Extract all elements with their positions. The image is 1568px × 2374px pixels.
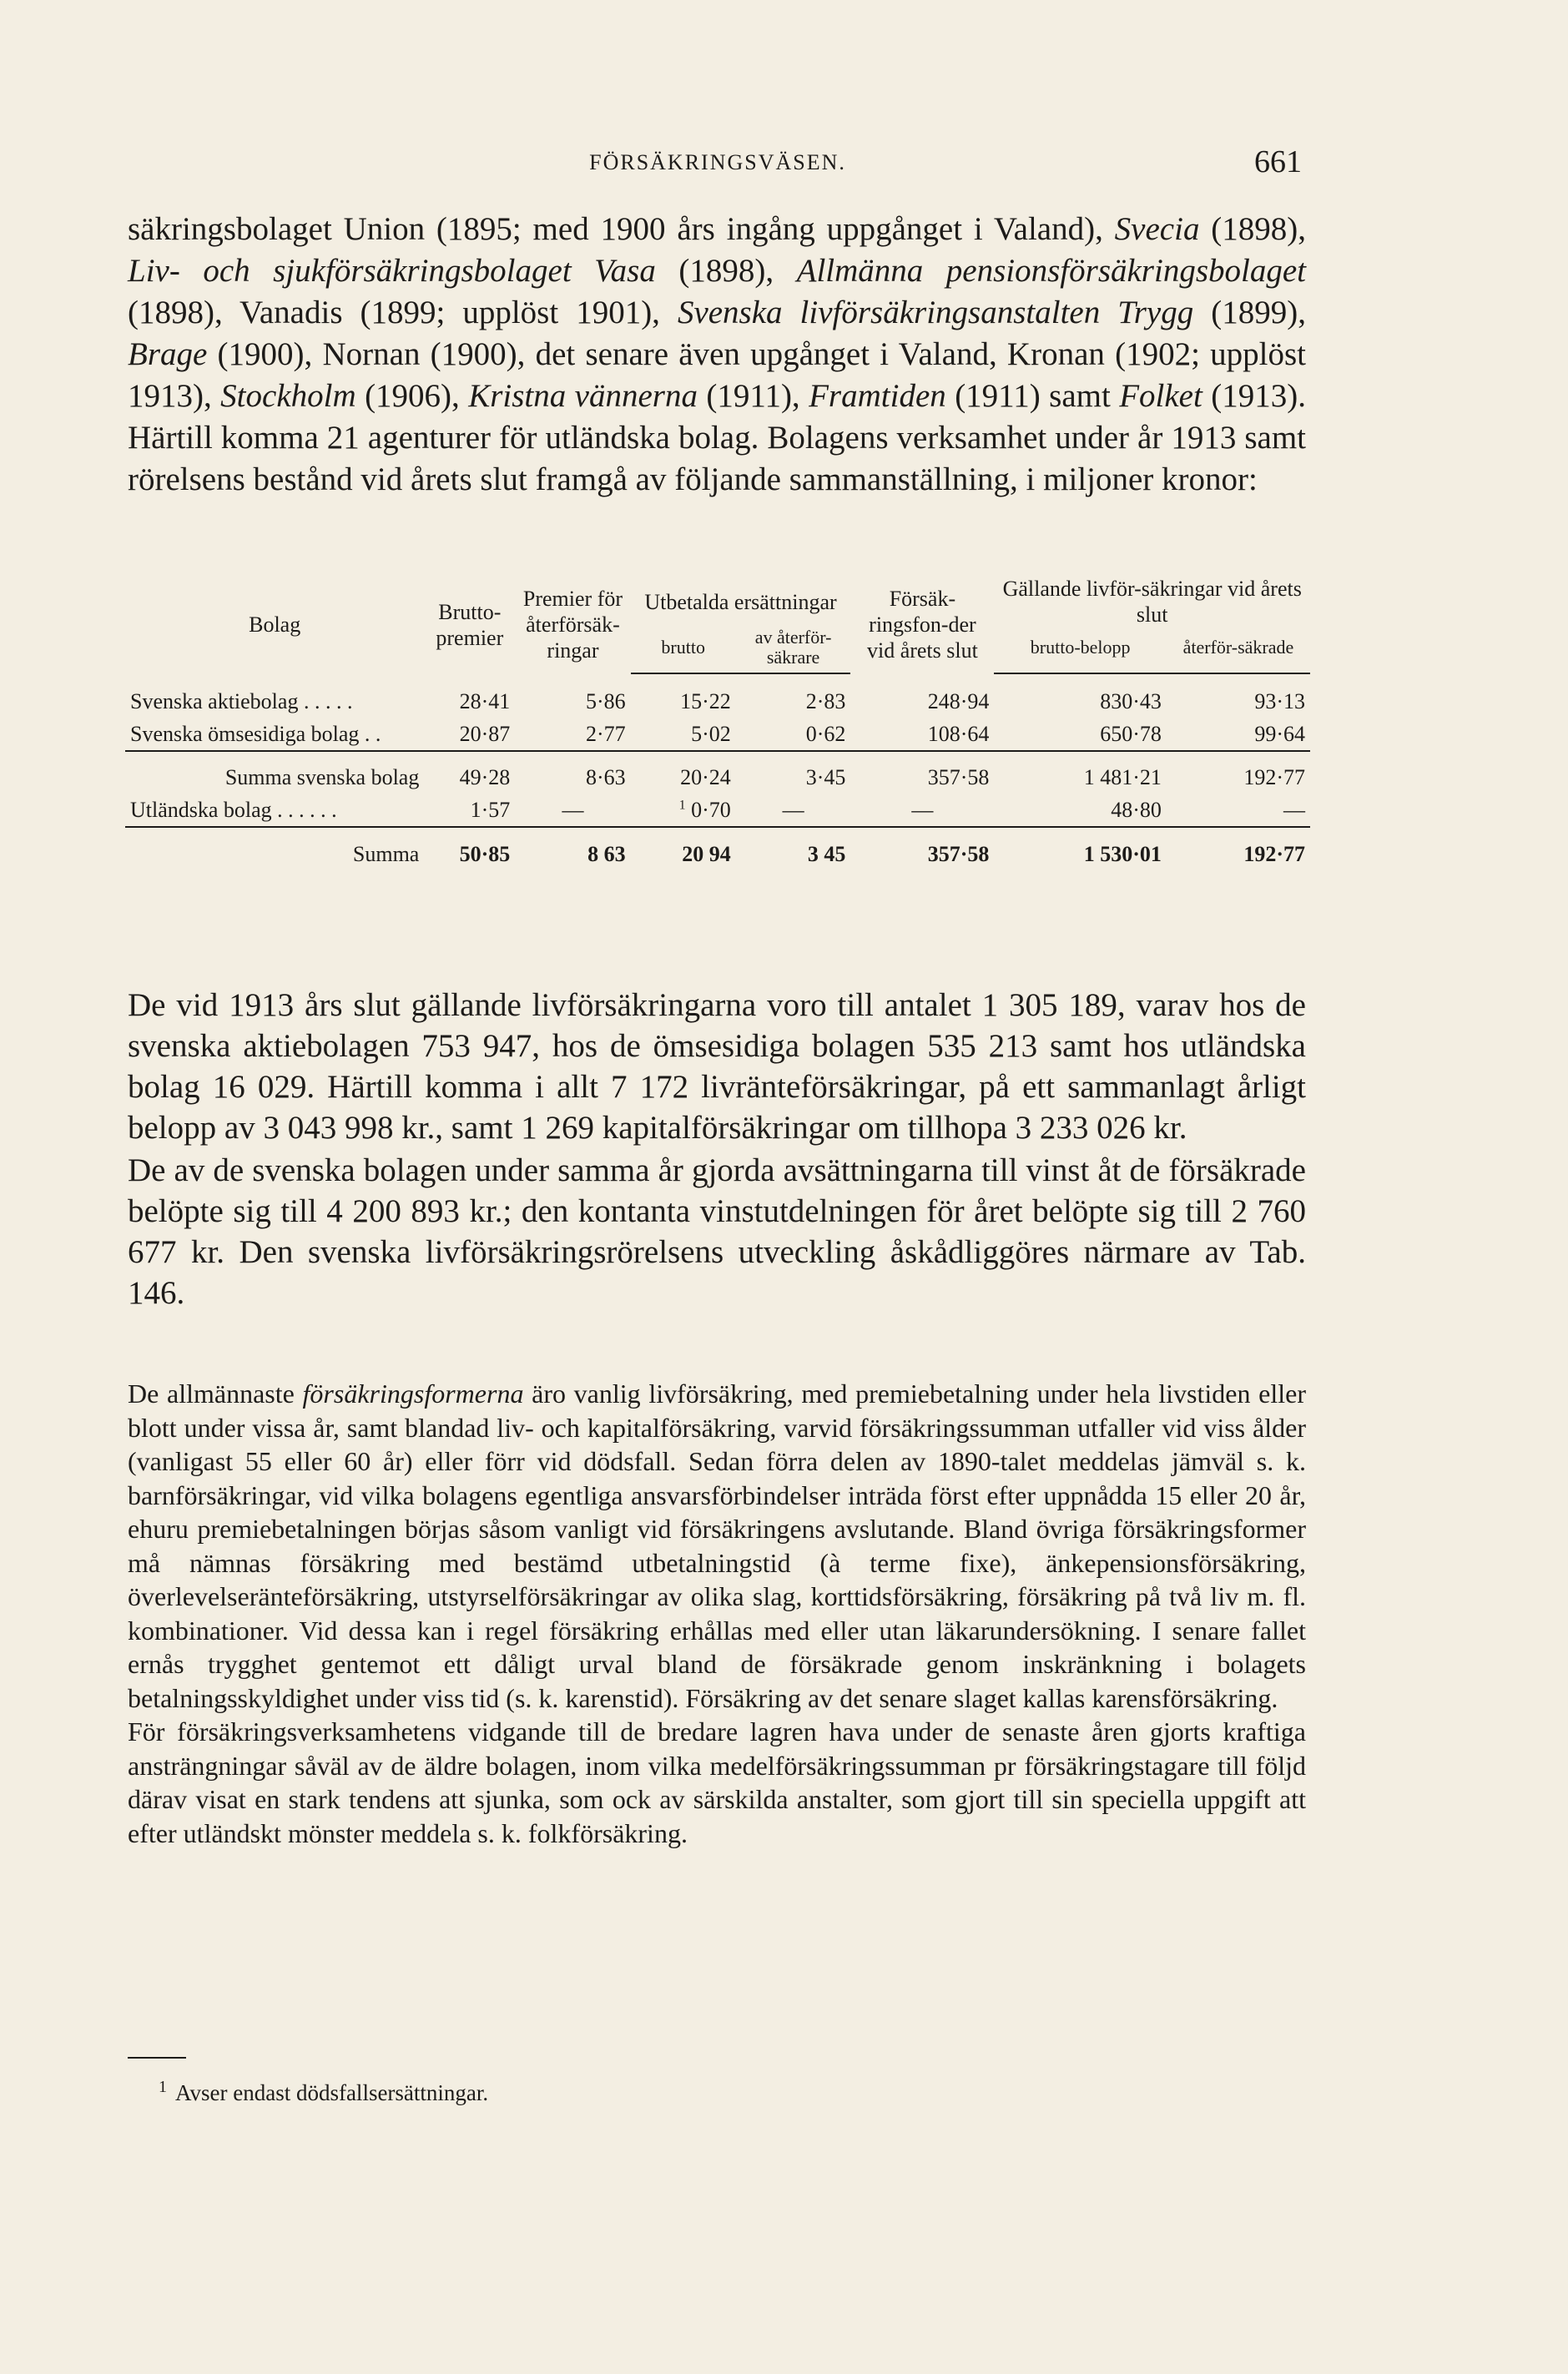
insurance-table: [125, 576, 1310, 870]
table-cell: 1 530·01: [1083, 842, 1162, 866]
table-cell: 0·62: [736, 718, 851, 751]
footnote-reference: 1: [678, 798, 686, 813]
company-name: Brage: [128, 336, 208, 372]
company-name: Framtiden: [809, 378, 946, 414]
table-cell: 8 63: [587, 842, 626, 866]
table-row: [125, 685, 1310, 718]
table-cell: —: [1167, 794, 1310, 827]
footnote-text: Avser endast dödsfallsersättningar.: [175, 2080, 489, 2105]
table-cell: 20 94: [682, 842, 731, 866]
paragraph-rest: äro vanlig livförsäkring, med premiebetalning under hela livstiden eller blott under vissa år, samt blandad liv- och kapitalförsäkring, varvid försäkringssumman utfaller vid viss ålder (vanligast 55 eller 60 år) eller förr vid dödsfall. Sedan förra delen av 1890-talet meddelas jämväl s. k. barnförsäkringar, vid vilka bolagens egentliga ansvarsförbindelser inträda först efter uppnådda 15 eller 20 år, ehuru premiebetalningen börjas såsom vanligt vid försäkringens avslutande. Bland övriga försäkringsformer må nämnas försäkring med bestämd utbetalningstid (à terme fixe), änkepensionsförsäkring, överlevelseränteförsäkring, utstyrselförsäkringar av olika slag, korttidsförsäkring, försäkring på två liv m. fl. kombinationer. Vid dessa kan i regel försäkring erhållas med eller utan läkarundersökning. I senare fallet ernås trygghet gentemot ett dåligt urval bland de försäkrade genom inskränkning i bolagets betalningsskyldighet under viss tid (s. k. karenstid). Försäkring av det senare slaget kallas karensförsäkring.: [128, 1379, 1307, 1713]
table-cell-footnoted: [631, 794, 736, 827]
table-cell: 20·87: [424, 718, 515, 751]
company-name: Svecia: [1114, 211, 1200, 247]
col-header-brutto-premier: Brutto-premier: [436, 599, 504, 650]
forms-paragraphs: [128, 1377, 1306, 1850]
col-header-premier-aterforsakringar: Premier för återförsäk-ringar: [522, 587, 623, 663]
company-name: Allmänna pensionsförsäkringsbolaget: [796, 253, 1306, 289]
text-run: (1900), Nornan (1900), det senare även upgånget i Valand, Kronan (1902; upplöst 1913),: [128, 336, 1306, 414]
table-cell: 48·80: [994, 794, 1166, 827]
table-cell: 5·86: [585, 689, 626, 713]
paragraph: De vid 1913 års slut gällande livförsäkringarna voro till antalet 1 305 189, varav hos de svenska aktiebolagen 753 947, hos de ömsesidiga bolagen 535 213 samt hos utländska bolag 16 029. Härtill komma i allt 7 172 livränteförsäkringar, på ett sammanlagt årligt belopp av 3 043 998 kr., samt 1 269 kapitalförsäkringar om tillhopa 3 233 026 kr.: [128, 987, 1306, 1146]
table-cell: 5·02: [631, 718, 736, 751]
text-run: (1913). Härtill komma 21 agenturer för utländska bolag. Bolagens verksamhet under år 1913 samt rörelsens bestånd vid årets slut framgå av följande sammanställning, i miljoner kronor:: [128, 378, 1306, 497]
paragraph: För försäkringsverksamhetens vidgande till de bredare lagren hava under de senaste åren gjorts kraftiga ansträngningar såväl av de äldre bolagen, inom vilka medelförsäkringssumman pr försäkringstagare till följd därav visat en stark tendens att sjunka, som ock av särskilda anstalter, som gjort till sin speciella uppgift att efter utländskt mönster meddela s. k. folkförsäkring.: [128, 1716, 1306, 1848]
company-name: Liv- och sjukförsäkringsbolaget Vasa: [128, 253, 656, 289]
table-cell: —: [515, 794, 630, 827]
table-cell: 192·77: [1243, 842, 1305, 866]
text-run: (1898), Vanadis (1899; upplöst 1901),: [128, 295, 678, 330]
table-cell: 93·13: [1254, 689, 1305, 713]
statistics-paragraphs: [128, 985, 1306, 1315]
paragraph: [128, 1377, 1306, 1715]
table-cell: 50·85: [459, 842, 511, 866]
table-cell: —: [736, 794, 851, 827]
col-header-bolag: Bolag: [249, 612, 301, 637]
intro-text: [128, 209, 1306, 501]
col-header-gallande-brutto: brutto-belopp: [994, 628, 1166, 673]
text-run: (1911),: [697, 378, 809, 414]
table-cell: 2·77: [515, 718, 630, 751]
paragraph: De av de svenska bolagen under samma år gjorda avsättningarna till vinst åt de försäkrade belöpte sig till 4 200 893 kr.; den kontanta vinstutdelningen för året belöpte sig till 2 760 677 kr. Den svenska livförsäkringsrörelsens utveckling åskådliggöres närmare av Tab. 146.: [128, 1152, 1306, 1311]
table-cell: 28·41: [459, 689, 511, 713]
italic-term: försäkringsformerna: [302, 1379, 524, 1409]
table-cell: 49·28: [459, 765, 511, 789]
col-header-utbetalda-aterforsakrare: av återför-säkrare: [736, 628, 851, 673]
paragraph-start: De allmännaste: [128, 1379, 303, 1409]
table-cell: 3·45: [805, 765, 846, 789]
intro-paragraph: [128, 209, 1306, 501]
table-cell: 1·57: [424, 794, 515, 827]
foreign-row: [125, 794, 1310, 827]
table-cell: 20·24: [680, 765, 731, 789]
footnote: [159, 2078, 488, 2106]
text-run: (1898),: [655, 253, 797, 289]
company-name: Kristna vännerna: [468, 378, 698, 414]
table-cell-value: 0·70: [691, 798, 731, 822]
company-name: Stockholm: [220, 378, 356, 414]
footnote-divider: [128, 2057, 186, 2059]
col-header-forsakringsfonder: Försäk-ringsfon-der vid årets slut: [866, 587, 978, 663]
table-cell: 248·94: [927, 689, 990, 713]
subtotal-row: [125, 761, 1310, 794]
table-cell: 357·58: [927, 842, 990, 866]
page-header: [125, 144, 1310, 185]
running-head: FÖRSÄKRINGSVÄSEN.: [589, 150, 846, 174]
table-cell: 3 45: [807, 842, 846, 866]
col-header-gallande: Gällande livför-säkringar vid årets slut: [1002, 577, 1302, 627]
text-run: (1899),: [1193, 295, 1306, 330]
table-cell: 8·63: [585, 765, 626, 789]
table-cell: 192·77: [1243, 765, 1305, 789]
company-name: Folket: [1119, 378, 1202, 414]
table-cell: 357·58: [927, 765, 990, 789]
table-row: [125, 718, 1310, 751]
table-cell: 2·83: [805, 689, 846, 713]
table-cell: 99·64: [1167, 718, 1310, 751]
total-row: [125, 827, 1310, 870]
text-run: (1906),: [355, 378, 469, 414]
row-label: Svenska aktiebolag . . . . .: [130, 689, 353, 713]
col-header-utbetalda: Utbetalda ersättningar: [644, 589, 837, 614]
footnote-mark: 1: [159, 2078, 167, 2096]
row-label: Svenska ömsesidiga bolag . .: [125, 718, 424, 751]
text-run: (1898),: [1199, 211, 1306, 247]
table-cell: 650·78: [994, 718, 1166, 751]
table-cell: 830·43: [1100, 689, 1162, 713]
table-cell: 15·22: [680, 689, 731, 713]
foreign-label: Utländska bolag . . . . . .: [125, 794, 424, 827]
table-cell: —: [850, 794, 994, 827]
col-header-gallande-aterforsakrade: återför-säkrade: [1167, 628, 1310, 673]
col-header-utbetalda-brutto: brutto: [631, 628, 736, 673]
text-run: (1911) samt: [945, 378, 1120, 414]
subtotal-label: Summa svenska bolag: [224, 765, 420, 789]
text-run: säkringsbolaget Union (1895; med 1900 års ingång uppgånget i Valand),: [128, 211, 1115, 247]
table-cell: 1 481·21: [1083, 765, 1162, 789]
company-name: Svenska livförsäkringsanstalten Trygg: [677, 295, 1194, 330]
total-label: Summa: [352, 842, 420, 866]
page-number: 661: [1254, 144, 1302, 179]
table-cell: 108·64: [850, 718, 994, 751]
